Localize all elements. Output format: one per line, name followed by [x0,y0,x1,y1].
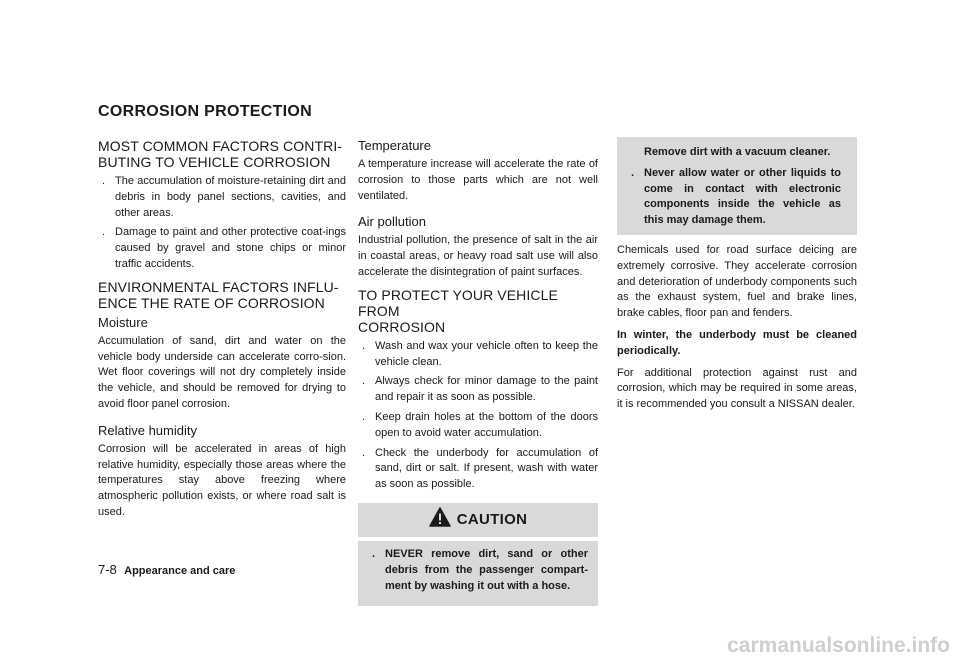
caution-body [358,541,598,602]
page-number: 7-8 [98,562,117,577]
chapter-label: Appearance and care [124,565,236,577]
column-2 [358,138,598,606]
heading-environmental-factors: ENVIRONMENTAL FACTORS INFLU- ENCE THE RATE OF CORROSION [98,278,339,311]
section-title: CORROSION PROTECTION [98,103,313,120]
protect-list [358,339,598,493]
caution-label: CAUTION [456,511,528,529]
caution-continued-lead: Remove dirt with a vacuum cleaner. [644,146,831,158]
paragraph-chemicals: Chemicals used for road surface deicing are extremely corrosive. They accelerate corrosion and deterioration of underbody components such as the exhaust system, fuel and brake lines, brake cables, floor pan and fenders. [617,243,857,320]
heading-air-pollution: Air pollution [358,214,426,230]
heading-relative-humidity: Relative humidity [98,422,197,438]
column-1 [98,138,346,527]
caution-list [368,547,588,594]
paragraph-winter: In winter, the underbody must be cleaned periodically. [617,328,857,357]
caution-continued-box [617,137,857,235]
page-footer [98,562,235,577]
list-item: . NEVER remove dirt, sand or other debris from the passenger compart-ment by washing it out with a hose. [372,547,588,592]
paragraph-moisture: Accumulation of sand, dirt and water on the vehicle body underside can accelerate corro-sion. Wet floor coverings will not dry completely inside the vehicle, and should be removed for drying to avoid floor panel corrosion. [98,334,346,410]
list-item: . Keep drain holes at the bottom of the doors open to avoid water accumulation. [362,410,598,439]
heading-protect-vehicle: TO PROTECT YOUR VEHICLE FROM CORROSION [358,286,558,335]
heading-common-factors: MOST COMMON FACTORS CONTRI- BUTING TO VEHICLE CORROSION [98,138,343,170]
caution-box [358,503,598,606]
list-item: . Check the underbody for accumulation of sand, dirt or salt. If present, wash with water as soon as possible. [362,446,598,491]
list-item: . Damage to paint and other protective coat-ings caused by gravel and stone chips or minor traffic accidents. [102,226,346,270]
common-factors-list [98,174,346,273]
paragraph-temperature: A temperature increase will accelerate the rate of corrosion to those parts which are not well ventilated. [358,158,598,202]
list-item: . Never allow water or other liquids to come in contact with electronic components inside the vehicle as this may damage them. [631,166,841,227]
paragraph-air-pollution: Industrial pollution, the presence of salt in the air in coastal areas, or heavy road salt use will also accelerate the disintegration of paint surfaces. [358,234,598,278]
paragraph-relative-humidity: Corrosion will be accelerated in areas of high relative humidity, especially those areas where the temperatures stay above freezing where atmospheric pollution exists, or where road salt is used. [98,442,346,518]
heading-moisture: Moisture [98,314,148,330]
heading-temperature: Temperature [358,138,431,153]
caution-header [358,503,598,541]
list-item: . Wash and wax your vehicle often to keep the vehicle clean. [362,339,598,368]
list-item: . The accumulation of moisture-retaining dirt and debris in body panel sections, cavities, and other areas. [102,175,346,219]
caution-continued-list [627,166,841,229]
watermark: carmanualsonline.info [727,634,950,657]
column-3 [617,138,857,419]
list-item: . Always check for minor damage to the paint and repair it as soon as possible. [362,375,598,404]
warning-triangle-icon [429,507,451,533]
paragraph-additional-protection: For additional protection against rust and corrosion, which may be required in some areas, it is recommended you consult a NISSAN dealer. [617,366,857,411]
